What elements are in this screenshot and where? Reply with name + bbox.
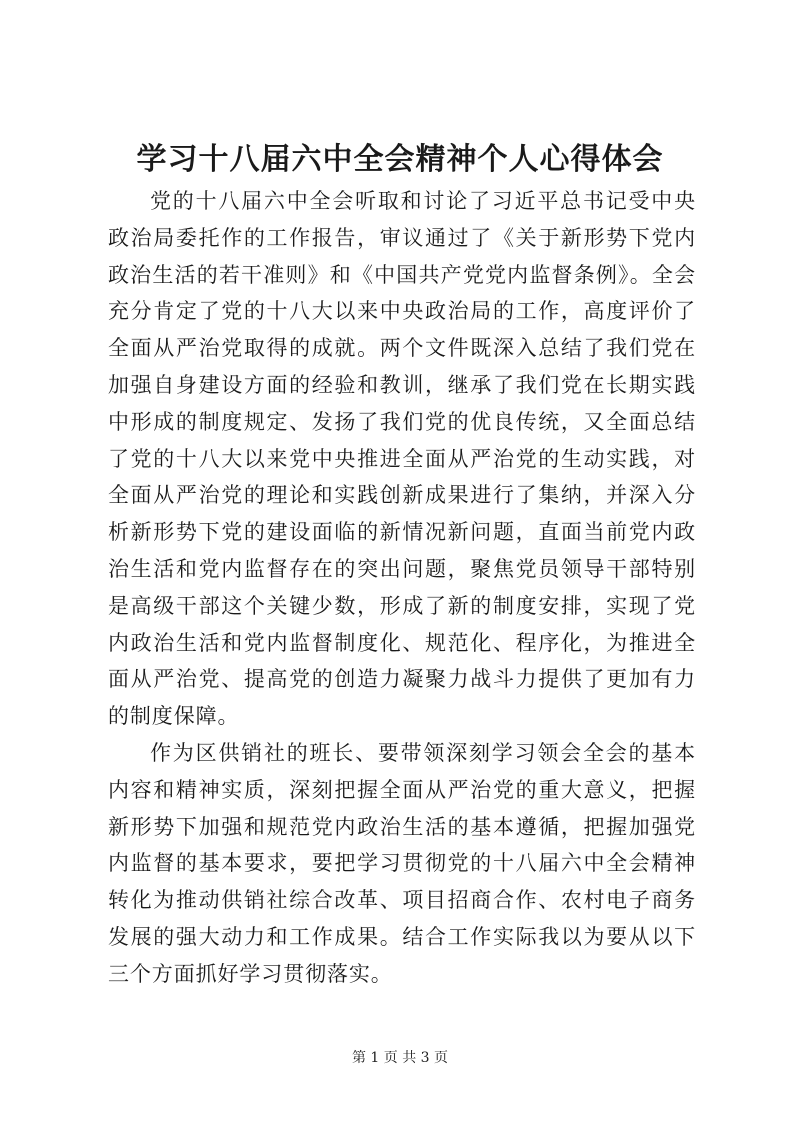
page-footer: 第 1 页 共 3 页 xyxy=(351,1050,449,1066)
paragraph-2: 作为区供销社的班长、要带领深刻学习领会全会的基本内容和精神实质，深刻把握全面从严治党的重大意义，把握新形势下加强和规范党内政治生活的基本遵循，把握加强党内监督的基本要求，要把学习贯彻党的十八届六中全会精神转化为推动供销社综合改革、项目招商合作、农村电子商务发展的强大动力和工作成果。结合工作实际我以为要从以下三个方面抓好学习贯彻落实。 xyxy=(108,740,696,986)
document-body xyxy=(108,183,696,993)
paragraph-1: 党的十八届六中全会听取和讨论了习近平总书记受中央政治局委托作的工作报告，审议通过了《关于新形势下党内政治生活的若干准则》和《中国共产党党内监督条例》。全会充分肯定了党的十八大以来中央政治局的工作，高度评价了全面从严治党取得的成就。两个文件既深入总结了我们党在加强自身建设方面的经验和教训，继承了我们党在长期实践中形成的制度规定、发扬了我们党的优良传统，又全面总结了党的十八大以来党中央推进全面从严治党的生动实践，对全面从严治党的理论和实践创新成果进行了集纳，并深入分析新形势下党的建设面临的新情况新问题，直面当前党内政治生活和党内监督存在的突出问题，聚焦党员领导干部特别是高级干部这个关键少数，形成了新的制度安排，实现了党内政治生活和党内监督制度化、规范化、程序化，为推进全面从严治党、提高党的创造力凝聚力战斗力提供了更加有力的制度保障。 xyxy=(108,189,696,729)
document-title: 学习十八届六中全会精神个人心得体会 xyxy=(136,142,664,177)
